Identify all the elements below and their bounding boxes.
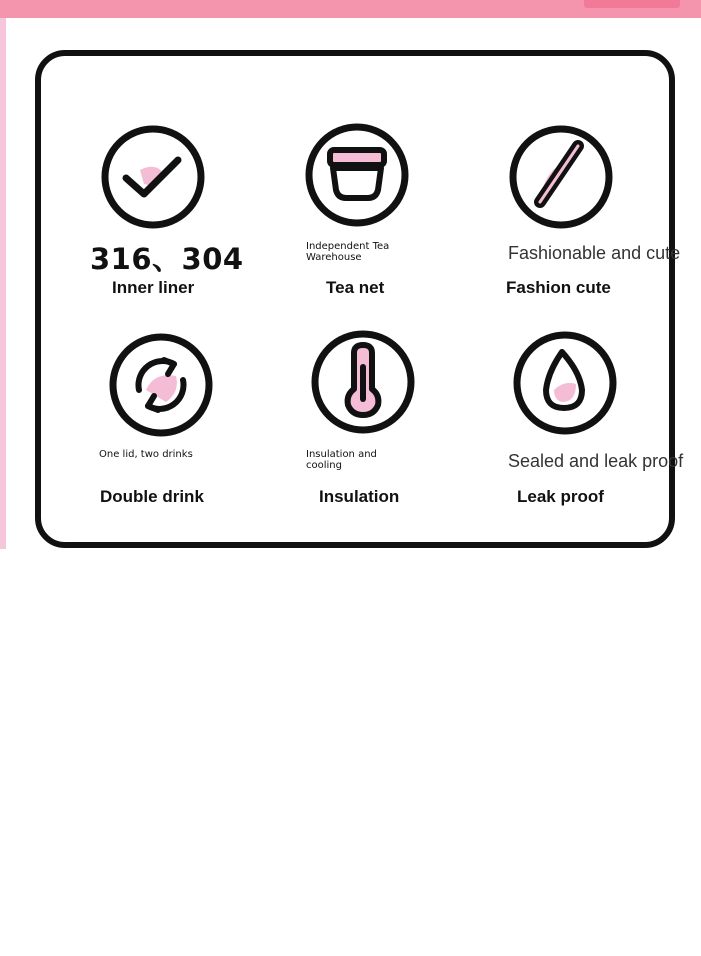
top-banner-tab (584, 0, 680, 8)
feature-6-title: Leak proof (517, 487, 604, 506)
feature-1-title: Inner liner (112, 278, 195, 297)
check-icon (98, 122, 208, 232)
thermometer-icon (308, 327, 418, 437)
straw-icon (506, 122, 616, 232)
refresh-icon (106, 330, 216, 440)
feature-5-title: Insulation (319, 487, 400, 506)
feature-3-title: Fashion cute (506, 278, 611, 297)
feature-2-caption: Independent Tea Warehouse (306, 241, 390, 263)
feature-6-caption: Sealed and leak proof (508, 451, 684, 471)
feature-4-caption: One lid, two drinks (99, 449, 193, 460)
droplet-icon (510, 328, 620, 438)
feature-1-caption: 316、304 (90, 242, 244, 276)
container-icon (302, 120, 412, 230)
feature-2-title: Tea net (326, 278, 385, 297)
feature-5-caption: Insulation and cooling (306, 449, 377, 471)
feature-4-title: Double drink (100, 487, 204, 506)
feature-3-caption: Fashionable and cute (508, 243, 681, 263)
